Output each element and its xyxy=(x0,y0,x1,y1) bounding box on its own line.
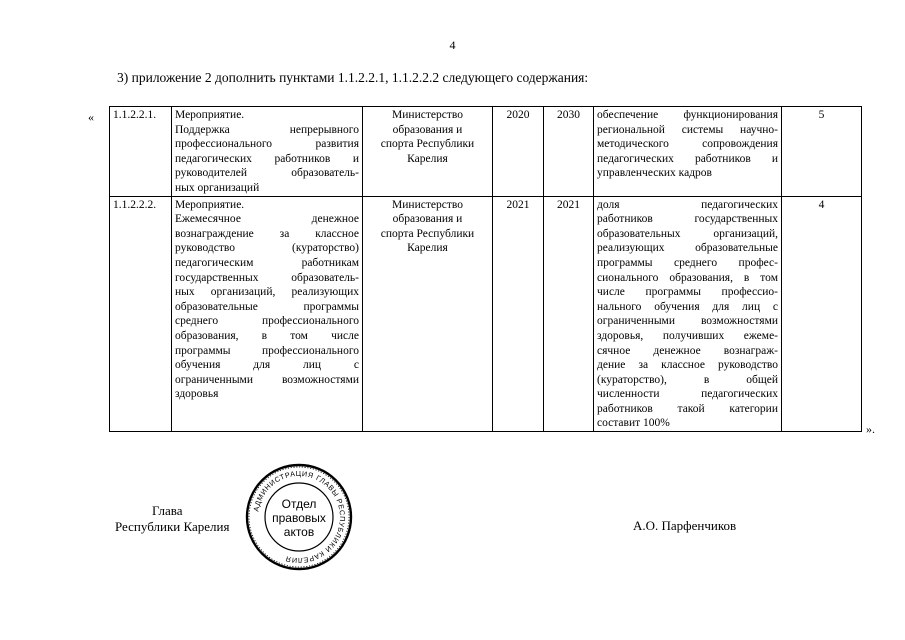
indicator-line: образовательных организаций, xyxy=(597,227,778,240)
signatory-title-line-1: Глава xyxy=(152,503,183,518)
measure-name-line: Ежемесячное денежное xyxy=(175,213,359,226)
indicator-line: работников государственных xyxy=(597,213,778,226)
indicator-line: реализующих образовательные xyxy=(597,242,778,255)
end-year-cell xyxy=(544,196,594,432)
measure-name-line: Мероприятие. xyxy=(175,198,245,211)
table-row xyxy=(110,196,862,432)
measure-name-line: педагогическим работникам xyxy=(175,256,359,269)
indicator-line: здоровья, получивших ежеме- xyxy=(597,329,778,342)
indicator-line: методического сопровождения xyxy=(597,138,778,151)
measure-name-line: Поддержка непрерывного xyxy=(175,123,359,136)
end-year: 2030 xyxy=(557,109,580,121)
end-year: 2021 xyxy=(557,198,580,211)
executor-line: Министерство xyxy=(392,109,463,121)
executor-line: Карелия xyxy=(407,242,448,255)
indicator-ref-cell xyxy=(782,196,862,432)
measure-name-line: педагогических работников и xyxy=(175,152,359,165)
measure-name-line: Мероприятие. xyxy=(175,109,245,121)
indicator-line: составит 100% xyxy=(597,417,670,430)
indicator-line: обеспечение функционирования xyxy=(597,109,778,121)
measure-name-line: ных организаций xyxy=(175,181,260,194)
indicator-line: численности педагогических xyxy=(597,388,778,401)
indicator-cell xyxy=(594,107,782,197)
appendix-table xyxy=(109,106,862,432)
executor-line: Карелия xyxy=(407,152,448,165)
indicator-line: сячное денежное вознаграж- xyxy=(597,344,778,357)
table-row xyxy=(110,107,862,197)
start-year: 2020 xyxy=(506,109,530,121)
end-year-cell xyxy=(544,107,594,197)
stamp-center-line-2: правовых xyxy=(272,511,326,525)
executor-line: спорта Республики xyxy=(380,227,475,240)
indicator-ref-cell xyxy=(782,107,862,197)
start-year-cell xyxy=(493,107,544,197)
indicator-ref: 5 xyxy=(818,109,825,121)
indicator-line: дение за классное руководство xyxy=(597,359,778,372)
indicator-ref: 4 xyxy=(818,198,825,211)
indicator-line: программы среднего профес- xyxy=(597,256,778,269)
indicator-line: управленческих кадров xyxy=(597,167,712,180)
indicator-cell xyxy=(594,196,782,432)
start-year: 2021 xyxy=(506,198,530,211)
indicator-line: ограниченными возможностями xyxy=(597,315,778,328)
item-number: 1.1.2.2.2. xyxy=(113,198,157,211)
measure-name-line: образования, в том числе xyxy=(175,329,359,342)
item-number: 1.1.2.2.1. xyxy=(113,109,157,121)
stamp-center-line-1: Отдел xyxy=(281,497,317,511)
measure-name-cell xyxy=(172,196,363,432)
measure-name-line: руководство (кураторство) xyxy=(175,242,359,255)
measure-name-line: профессионального развития xyxy=(175,138,359,151)
executor-line: образования и xyxy=(392,123,463,136)
indicator-line: нального обучения для лиц с xyxy=(597,300,778,313)
measure-name-line: среднего профессионального xyxy=(175,315,359,328)
signatory-name: А.О. Парфенчиков xyxy=(633,518,737,533)
opening-quote: « xyxy=(88,110,94,124)
closing-quote: ». xyxy=(866,422,875,436)
executor-cell xyxy=(363,107,493,197)
executor-cell xyxy=(363,196,493,432)
measure-name-line: обучения для лиц с xyxy=(175,359,359,372)
measure-name-line: государственных образователь- xyxy=(175,271,359,284)
stamp-ring-text: АДМИНИСТРАЦИЯ ГЛАВЫ РЕСПУБЛИКИ КАРЕЛИЯ xyxy=(251,468,348,566)
indicator-line: доля педагогических xyxy=(597,198,778,211)
indicator-line: педагогических работников и xyxy=(597,152,778,165)
start-year-cell xyxy=(493,196,544,432)
measure-name-line: здоровья xyxy=(175,388,219,401)
indicator-line: региональной системы научно- xyxy=(597,123,778,136)
item-number-cell xyxy=(110,196,172,432)
measure-name-line: вознаграждение за классное xyxy=(175,227,359,240)
stamp-center-line-3: актов xyxy=(283,525,315,539)
page-number: 4 xyxy=(449,38,456,52)
item-number-cell xyxy=(110,107,172,197)
measure-name-line: ограниченными возможностями xyxy=(175,373,359,386)
indicator-line: числе программы профессио- xyxy=(597,286,778,299)
indicator-line: (кураторство), в общей xyxy=(597,373,778,386)
measure-name-line: ных организаций, реализующих xyxy=(175,286,359,299)
measure-name-line: программы профессионального xyxy=(175,344,359,357)
official-stamp xyxy=(244,462,354,572)
executor-line: спорта Республики xyxy=(380,138,475,151)
measure-name-line: руководителей образователь- xyxy=(175,167,359,180)
executor-line: Министерство xyxy=(392,198,463,211)
intro-text: 3) приложение 2 дополнить пунктами 1.1.2.2.1, 1.1.2.2.2 следующего содержания: xyxy=(117,70,589,85)
indicator-line: работников такой категории xyxy=(597,402,778,415)
executor-line: образования и xyxy=(392,213,463,226)
indicator-line: сионального образования, в том xyxy=(597,271,778,284)
signatory-title-line-2: Республики Карелия xyxy=(115,519,230,534)
measure-name-cell xyxy=(172,107,363,197)
measure-name-line: образовательные программы xyxy=(175,300,359,313)
